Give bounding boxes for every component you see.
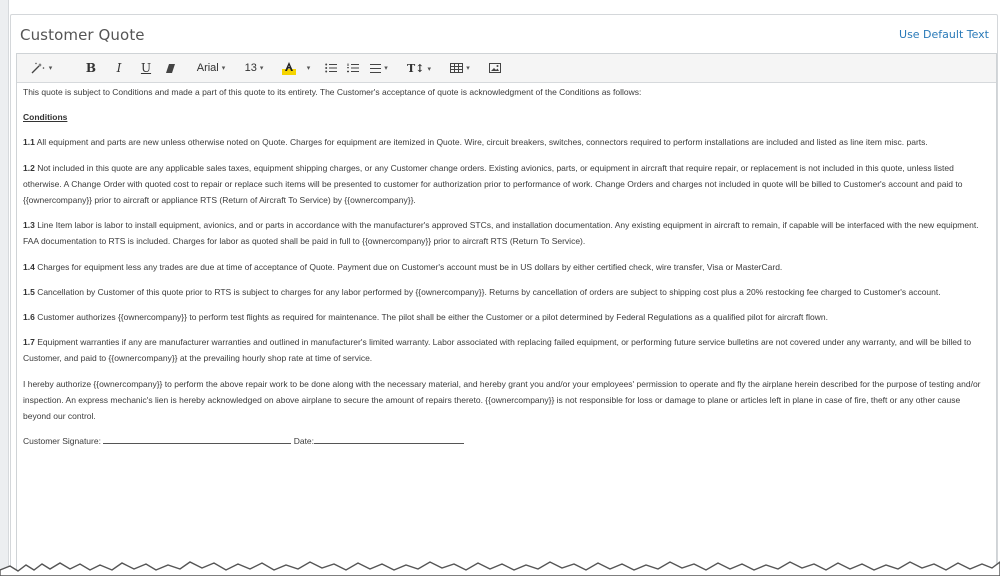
clause-number: 1.7 xyxy=(23,337,35,348)
editor-toolbar xyxy=(17,54,996,83)
clause-number: 1.5 xyxy=(23,286,35,297)
clause-1-3 xyxy=(23,217,987,249)
clause-number: 1.1 xyxy=(23,137,35,148)
italic-button[interactable]: I xyxy=(116,61,122,75)
highlight-color-icon[interactable] xyxy=(279,54,299,82)
intro-paragraph: This quote is subject to Conditions and made a part of this quote to its entirety. The Customer's acceptance of quote is acknowledgment of the Conditions as follows: xyxy=(23,87,642,97)
highlight-color-dropdown[interactable]: ▾ xyxy=(306,65,311,72)
clause-number: 1.6 xyxy=(23,312,35,323)
clause-text: Equipment warranties if any are manufacturer warranties and outlined in manufacturer's limited warranty. Labor associated with replacing failed equipment, or performing future service bulletins are not covered under any warranty, and will be billed to Customer, and paid to {{ownercompany}} at the prevailing hourly shop rate at time of service. xyxy=(23,337,972,364)
clause-1-6 xyxy=(23,309,987,325)
clause-text: Charges for equipment less any trades are due at time of acceptance of Quote. Payment due on Customer's account must be in US dollars by either certified check, wire transfer, Visa or MasterCard. xyxy=(34,261,783,272)
underline-button[interactable]: U xyxy=(140,61,152,75)
signature-line xyxy=(103,434,291,444)
clause-number: 1.2 xyxy=(23,162,35,173)
signature-label: Customer Signature: xyxy=(23,436,101,447)
clause-text: All equipment and parts are new unless otherwise noted on Quote. Charges for equipment are itemized in Quote. Wire, circuit breakers, switches, connectors required to perform installations are included and listed as line item misc. parts. xyxy=(34,137,928,148)
image-icon[interactable] xyxy=(483,54,507,82)
torn-edge xyxy=(0,544,1000,576)
numbered-list-icon[interactable] xyxy=(343,54,363,82)
customer-quote-panel xyxy=(10,14,998,576)
clause-1-1 xyxy=(23,134,987,150)
clause-text: Cancellation by Customer of this quote prior to RTS is subject to charges for any labor performed by {{ownercompany}}. Returns by cancellation of orders are subject to shipping cost plus a 20% restocking fee charged to Customer's account. xyxy=(34,286,941,297)
conditions-heading: Conditions xyxy=(23,112,68,123)
table-icon[interactable]: ▾ xyxy=(445,54,475,82)
clause-number: 1.4 xyxy=(23,261,35,272)
panel-title: Customer Quote xyxy=(20,26,145,44)
clause-1-2 xyxy=(23,160,987,209)
font-family-value: Arial xyxy=(196,62,219,74)
quote-document-body[interactable] xyxy=(23,84,987,458)
date-label: Date: xyxy=(293,436,315,447)
clause-text: Not included in this quote are any applicable sales taxes, equipment shipping charges, or any Customer change orders. Existing avionics, parts, or equipment in aircraft that require repair, or replacement is not included in this quote, unless listed otherwise. A Change Order with quoted cost to repair or replace such items will be presented to customer for authorization prior to performance of work. Change Orders and charges not included in quote will be billed to Customer's account and paid to {{ownercompany}} prior to aircraft or appliance RTS (Return of Aircraft To Service) by {{ownercompany}}. xyxy=(23,162,963,206)
eraser-icon[interactable] xyxy=(159,54,181,82)
date-line xyxy=(314,434,464,444)
clause-1-4 xyxy=(23,259,987,275)
use-default-text-link[interactable]: Use Default Text xyxy=(899,28,989,41)
rich-text-editor[interactable] xyxy=(16,53,997,575)
text-style-icon[interactable]: T↕ ▾ xyxy=(407,61,431,75)
clause-text: Line Item labor is labor to install equipment, avionics, and or parts in accordance with the manufacturer's approved STCs, and installation documentation. Any existing equipment in aircraft to remain, if capable will be interfaced with the new equipment. FAA documentation to RTS is included. Charges for labor as quoted shall be paid in full to {{ownercompany}} prior to aircraft RTS (Return To Service). xyxy=(23,220,979,247)
signature-row xyxy=(23,433,987,449)
clause-1-5 xyxy=(23,284,987,300)
magic-wand-icon[interactable]: ▾ xyxy=(25,54,57,82)
left-edge-strip xyxy=(0,0,9,576)
clause-number: 1.3 xyxy=(23,220,35,231)
align-icon[interactable]: ▾ xyxy=(365,54,393,82)
font-family-dropdown[interactable]: Arial ▾ xyxy=(196,62,226,74)
bold-button[interactable]: B xyxy=(85,61,97,75)
clause-text: Customer authorizes {{ownercompany}} to perform test flights as required for maintenance. The pilot shall be either the Customer or a pilot determined by Federal Regulations as a qualified pilot for aircraft flown. xyxy=(34,312,828,323)
font-size-value: 13 xyxy=(244,62,257,74)
authorization-paragraph: I hereby authorize {{ownercompany}} to perform the above repair work to be done along with the necessary material, and hereby grant you and/or your employees' permission to operate and fly the airplane herein described for the purpose of testing and/or inspection. An express mechanic's lien is hereby acknowledged on above airplane to secure the amount of repairs thereto. {{ownercompany}} is not responsible for loss or damage to plane or articles left in plane in case of fire, theft or any other cause beyond our control. xyxy=(23,378,981,422)
text-style-label: T↕ xyxy=(407,61,425,75)
clause-1-7 xyxy=(23,334,987,366)
font-size-dropdown[interactable]: 13 ▾ xyxy=(244,62,264,74)
bullet-list-icon[interactable] xyxy=(321,54,341,82)
